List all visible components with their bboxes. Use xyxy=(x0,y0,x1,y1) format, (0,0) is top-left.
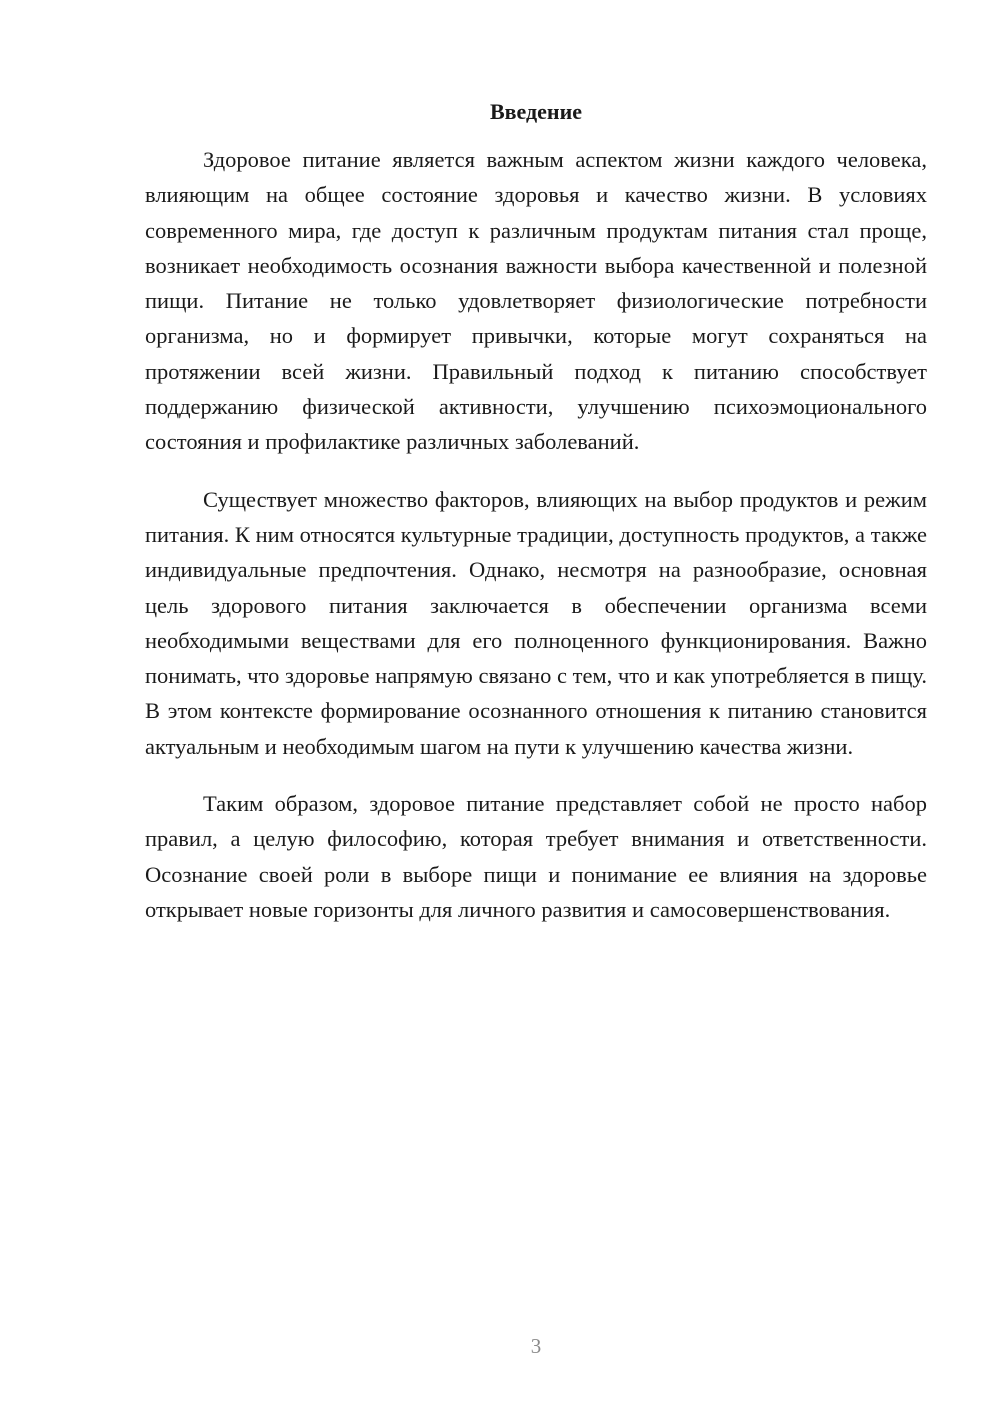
paragraph-2: Существует множество факторов, влияющих на выбор продуктов и режим питания. К ним относятся культурные традиции, доступность продуктов, а также индивидуальные предпочтения. Однако, несмотря на разнообразие, основная цель здорового питания заключается в обеспечении организма всеми необходимыми веществами для его полноценного функционирования. Важно понимать, что здоровье напрямую связано с тем, что и как употребляется в пищу. В этом контексте формирование осознанного отношения к питанию становится актуальным и необходимым шагом на пути к улучшению качества жизни. xyxy=(145,486,927,759)
page-title: Введение xyxy=(489,99,583,124)
page-number: 3 xyxy=(530,1334,542,1358)
paragraph-3: Таким образом, здоровое питание представляет собой не просто набор правил, а целую философию, которая требует внимания и ответственности. Осознание своей роли в выборе пищи и понимание ее влияния на здоровье открывает новые горизонты для личного развития и самосовершенствования. xyxy=(145,791,927,922)
paragraph-1: Здоровое питание является важным аспектом жизни каждого человека, влияющим на общее состояние здоровья и качество жизни. В условиях современного мира, где доступ к различным продуктам питания стал проще, возникает необходимость осознания важности выбора качественной и полезной пищи. Питание не только удовлетворяет физиологические потребности организма, но и формирует привычки, которые могут сохраняться на протяжении всей жизни. Правильный подход к питанию способствует поддержанию физической активности, улучшению психоэмоционального состояния и профилактике различных заболеваний. xyxy=(145,147,927,455)
body-text xyxy=(145,142,927,949)
